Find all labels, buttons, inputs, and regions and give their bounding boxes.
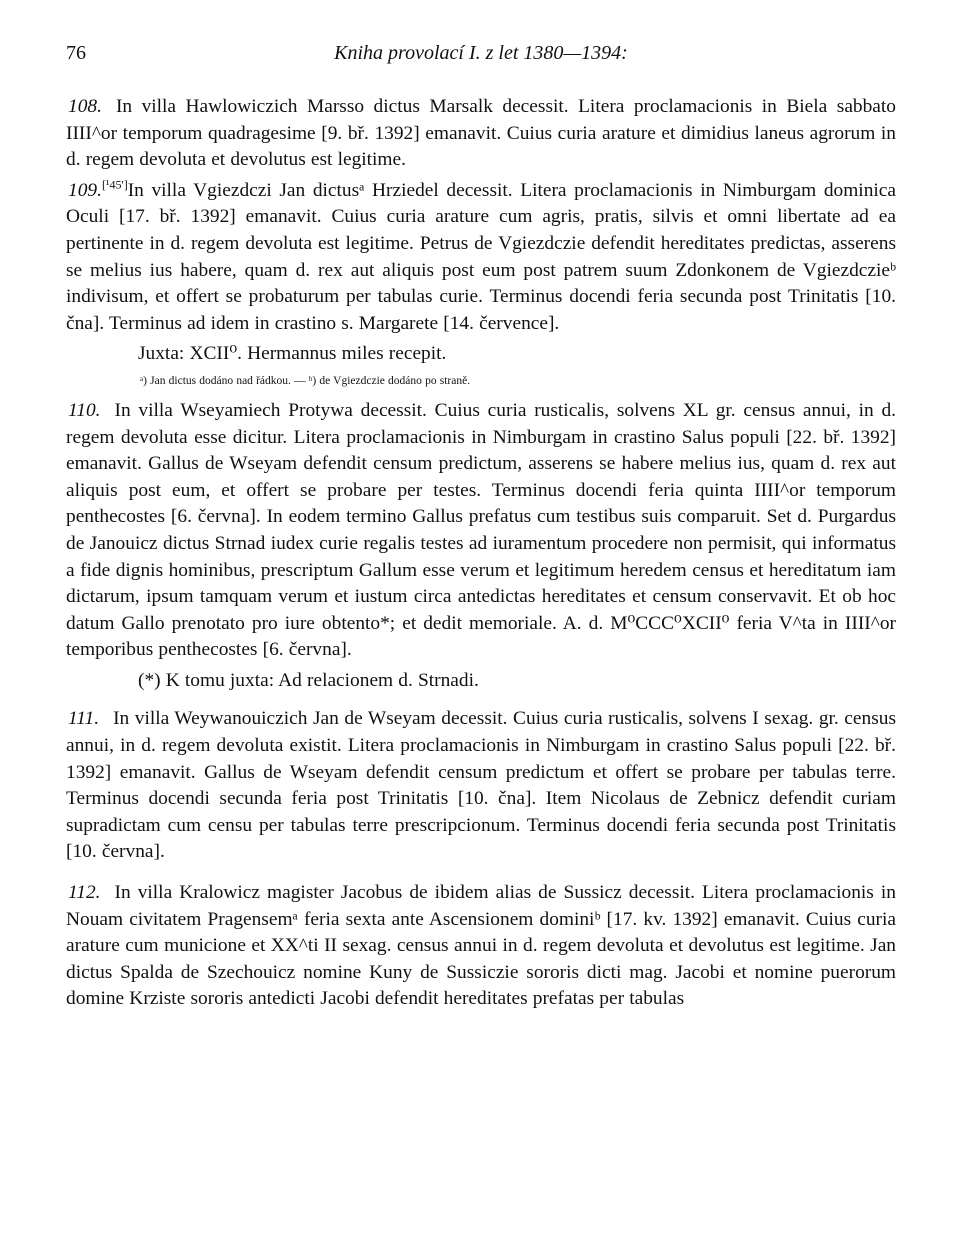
entry-number: 109.: [68, 179, 102, 201]
entry-text: In villa Vgiezdczi Jan dictusᵃ Hrziedel decessit. Litera proclamacionis in Nimburgam dominica Oculi [17. bř. 1392] emanavit. Cuius curia arature cum agris, pratis, silvis et omni libertate ad ea pertinente in d. regem devoluta est legitime. Petrus de Vgiezdczie defendit hereditates predictas, asserens se melius ius habere, quam d. rex aut aliquis post eum post patrem suum Zdonkonem de Vgiezdczieᵇ indivisum, et offert se probaturum per tabulas curie. Terminus docendi feria secunda post Trinitatis [10. čna]. Terminus ad idem in crastino s. Margarete [14. července].: [66, 179, 896, 334]
folio-marker: [¹45']: [101, 177, 128, 192]
entry-110: [66, 398, 896, 664]
entry-number: 108.: [68, 96, 102, 117]
entries: [66, 94, 896, 1013]
entry-111: [66, 706, 896, 866]
running-title: Kniha provolací I. z let 1380—1394:: [334, 42, 628, 64]
juxta-note: Juxta: XCII⁰. Hermannus miles recepit.: [138, 343, 447, 365]
entry-text: In villa Hawlowiczich Marsso dictus Marsalk decessit. Litera proclamacionis in Biela sabbato IIII^or temporum quadragesime [9. bř. 1392] emanavit. Cuius curia arature et dimidius laneus agrorum in d. regem devoluta et devolutus est legitime.: [66, 96, 896, 171]
entry-108: [66, 94, 896, 174]
footnote: ᵃ) Jan dictus dodáno nad řádkou. — ᵇ) de Vgiezdczie dodáno po straně.: [140, 374, 471, 387]
entry-109: [66, 178, 896, 338]
entry-number: 112.: [68, 882, 101, 904]
page-header: [66, 42, 896, 72]
entry-112: [66, 880, 896, 1013]
entry-number: 110.: [68, 399, 101, 421]
margin-note: (*) K tomu juxta: Ad relacionem d. Strnadi.: [138, 669, 479, 691]
entry-text: In villa Kralowicz magister Jacobus de ibidem alias de Sussicz decessit. Litera proclamacionis in Nouam civitatem Pragensemᵃ feria sexta ante Ascensionem dominiᵇ [17. kv. 1392] emanavit. Cuius curia arature cum municione et XX^ti II sexag. census annui in d. regem devoluta et devolutus est legitime. Jan dictus Spalda de Szechouicz nomine Kuny de Sussiczie sororis dicti mag. Jacobi et nomine puerorum domine Krziste sororis antedicti Jacobi defendit hereditates prefatas per tabulas: [66, 882, 896, 1010]
page-number: 76: [66, 42, 86, 64]
entry-text: In villa Weywanouiczich Jan de Wseyam decessit. Cuius curia rusticalis, solvens I sexag. gr. census annui, in d. regem devoluta existit. Litera proclamacionis in Nimburgam in crastino Salus populi [22. bř. 1392] emanavit. Gallus de Wseyam defendit censum predictum et offert se probare per tabulas terre. Terminus docendi secunda feria post Trinitatis [10. čna]. Item Nicolaus de Zebnicz defendit curiam supradictam cum censu per tabulas terre prescripcionum. Terminus docendi feria secunda post Trinitatis [10. června].: [66, 708, 896, 863]
entry-text: In villa Wseyamiech Protywa decessit. Cuius curia rusticalis, solvens XL gr. census annui, in d. regem devoluta esse dicitur. Litera proclamacionis in Nimburgam in crastino Salus populi [22. bř. 1392] emanavit. Gallus de Wseyam defendit censum predictum, asserens se habere melius ius, quam d. rex aut aliquis post eum, et offert se probare per testes. Terminus docendi feria quinta IIII^or temporum penthecostes [6. června]. In eodem termino Gallus prefatus cum testibus suis comparuit. Set d. Purgardus de Janouicz dictus Strnad iudex curie regalis testes ad iuramentum procedere non permisit, qui informatus a fide dignis hominibus, prescriptum Gallum esse verum et legitimum heredem census et hereditatum iam dictarum, ipsum tamquam verum et iustum circa antedictas hereditates et censum conservavit. Et ob hoc datum Gallo prenotato pro iure obtento*; et dedit memoriale. A. d. M⁰CCC⁰XCII⁰ feria V^ta in IIII^or temporibus penthecostes [6. června].: [66, 399, 896, 661]
entry-number: 111.: [68, 708, 100, 730]
spacer: [66, 870, 896, 880]
